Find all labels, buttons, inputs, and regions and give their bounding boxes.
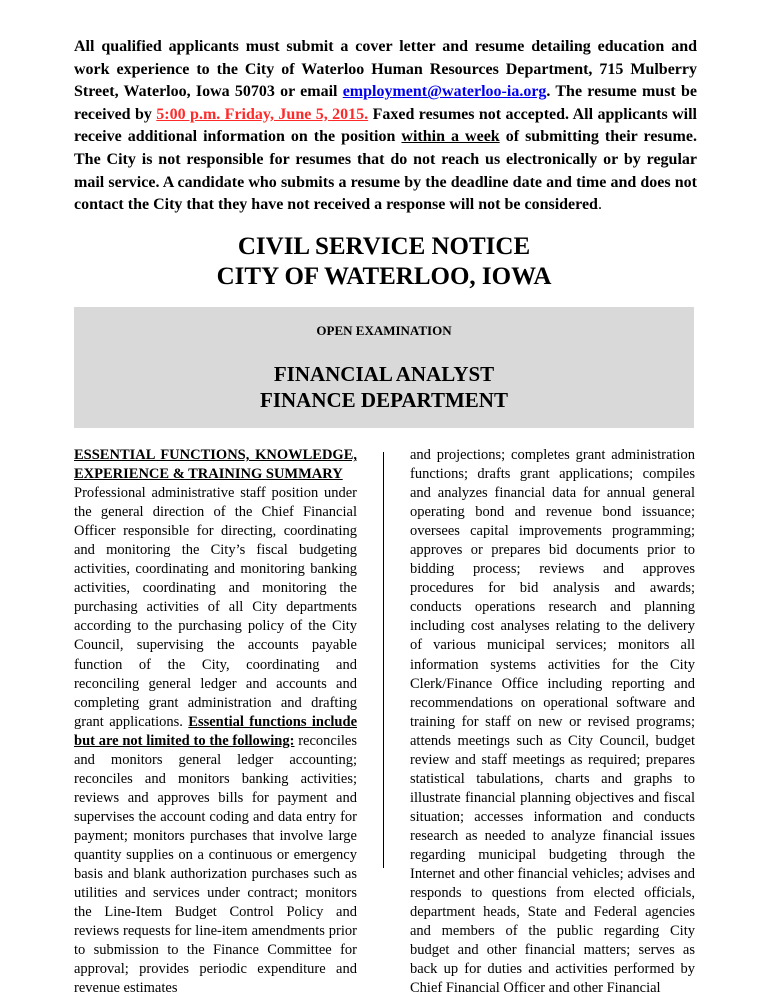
job-title: FINANCIAL ANALYST	[273, 362, 495, 386]
essential-functions-label: Essential functions include but are not limited to the following:	[74, 713, 357, 749]
email-link[interactable]: employment@waterloo-ia.org	[342, 83, 547, 101]
section-heading: ESSENTIAL FUNCTIONS, KNOWLEDGE, EXPERIENCE & TRAINING SUMMARY	[74, 447, 357, 483]
application-instructions	[74, 36, 697, 217]
position-banner	[74, 307, 694, 428]
exam-type: OPEN EXAMINATION	[316, 323, 452, 338]
instructions-text: . The resume must be received by	[74, 83, 697, 123]
notice-city: CITY OF WATERLOO, IOWA	[216, 263, 552, 290]
right-column	[410, 446, 695, 998]
summary-text: Professional administrative staff position under the general direction of the Chief Financial Officer responsible for directing, coordinating and monitoring the City’s fiscal budgeting activities, coordinating and monitoring banking activities, coordinating and monitoring the purchasing activities of all City departments according to the purchasing policy of the City Council, supervising the accounts payable function of the City, coordinating and reconciling general ledger and accounts and completing grant administration and drafting grant applications.	[74, 485, 357, 730]
within-week-text: within a week	[401, 128, 500, 146]
department-name: FINANCE DEPARTMENT	[260, 388, 508, 412]
instructions-period: .	[597, 196, 602, 214]
instructions-text: Faxed resumes not accepted. All applicants will receive additional information on the position	[74, 105, 697, 146]
instructions-text: of submitting their resume. The City is not responsible for resumes that do not reach us electronically or by regular mail service. A candidate who submits a resume by the deadline date and time and does not contact the City that they have not received a response will not be considered	[74, 128, 697, 214]
column-divider	[383, 452, 384, 868]
functions-continued-text: and projections; completes grant administration functions; drafts grant applications; compiles and analyzes financial data for annual general operating bond and revenue bond issuance; oversees capital improvements programming; approves or prepares bid documents prior to bidding process; reviews and approves procedures for bid analysis and awards; conducts operations research and planning including cost analyses relating to the delivery of various municipal services; monitors all information systems activities for the City Clerk/Finance Office including reporting and recommendations on operational software and training for staff on new or revised programs; attends meetings such as City Council, budget review and staff meetings as required; prepares statistical tabulations, charts and graphs to illustrate financial planning objectives and fiscal situation; accesses information and conducts research as needed to analyze financial issues regarding municipal budgeting through the Internet and other financial vehicles; advises and responds to questions from elected officials, department heads, State and Federal agencies and members of the public regarding City budget and other financial matters; serves as back up for duties and activities performed by Chief Financial Officer and other Financial	[410, 447, 695, 997]
notice-title: CIVIL SERVICE NOTICE	[237, 233, 531, 260]
functions-text: reconciles and monitors general ledger accounting; reconciles and monitors banking activities; reviews and approves bills for payment and supervises the account coding and data entry for payment; monitors purchases that involve large quantity supplies on a continuous or emergency basis and blank authorization purchases such as utilities and services under contract; monitors the Line-Item Budget Control Policy and reviews requests for line-item amendments prior to submission to the Finance Committee for approval; provides periodic expenditure and revenue estimates	[74, 732, 358, 997]
deadline-text: 5:00 p.m. Friday, June 5, 2015.	[156, 105, 369, 123]
instructions-text: All qualified applicants must submit a cover letter and resume detailing education and work experience to the City of Waterloo Human Resources Department, 715 Mulberry Street, Waterloo, Iowa 50703 or email	[74, 38, 697, 101]
left-column	[74, 446, 357, 998]
